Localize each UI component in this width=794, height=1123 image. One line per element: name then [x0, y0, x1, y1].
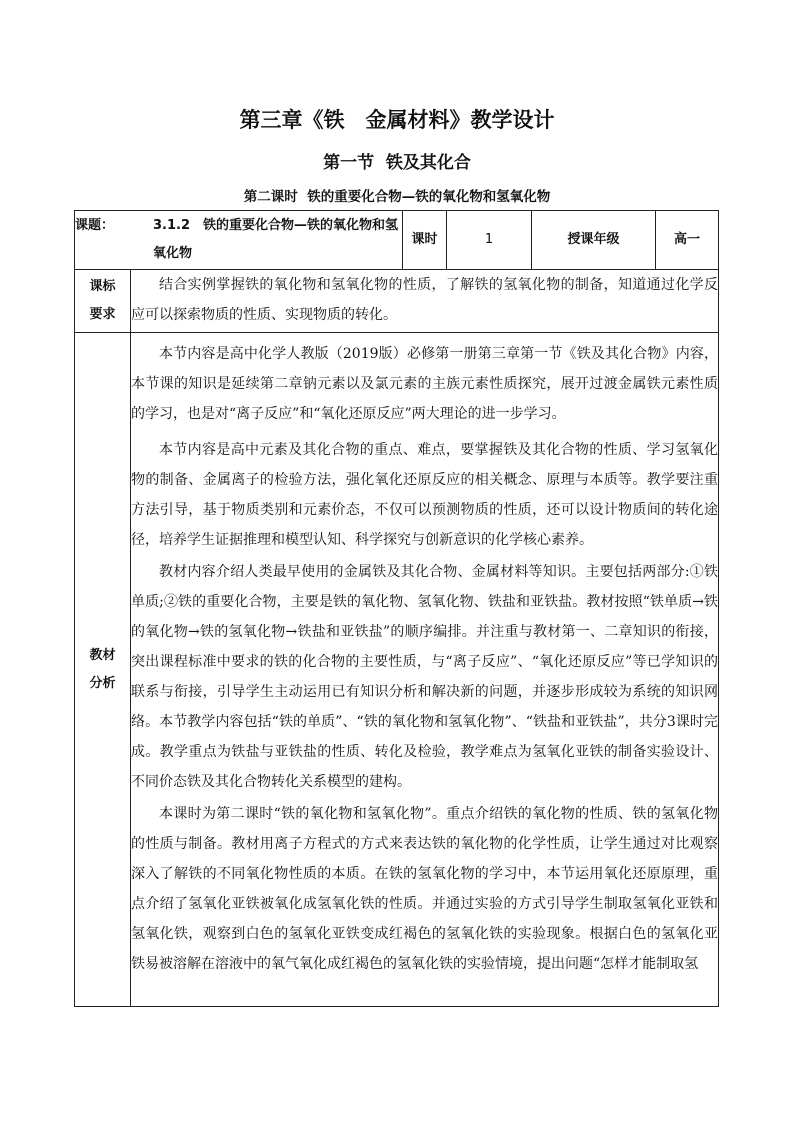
grade-value: 高一: [656, 211, 719, 270]
lesson-subtitle: 第二课时 铁的重要化合物—铁的氧化物和氢氧化物: [243, 189, 551, 205]
grade-label: 授课年级: [532, 211, 656, 270]
analysis-paragraph: 本课时为第二课时“铁的氧化物和氢氧化物”。重点介绍铁的氧化物的性质、铁的氢氧化物的性质与制备。教材用离子方程式的方式来表达铁的氧化物的化学性质，让学生通过对比观察深入了解铁的不同氧化物性质的本质。在铁的氢氧化物的学习中，本节运用氧化还原原理，重点介绍了氢氧化亚铁被氧化成氢氧化铁的性质。并通过实验的方式引导学生制取氢氧化亚铁和氢氧化铁，观察到白色的氢氧化亚铁变成红褐色的氢氧化铁的实验现象。根据白色的氢氧化亚铁易被溶解在溶液中的氧气氧化成红褐色的氢氧化铁的实验情境，提出问题“怎样才能制取氢: [131, 806, 719, 972]
lesson-plan-table: [74, 210, 719, 1007]
analysis-text-cell: [131, 333, 719, 1007]
standard-row: [75, 270, 719, 333]
document-title: 第三章《铁 金属材料》教学设计: [239, 108, 555, 132]
period-label: 课时: [403, 211, 447, 270]
analysis-row: [75, 333, 719, 1007]
period-value: 1: [447, 211, 532, 270]
analysis-label: 教材 分析: [75, 333, 131, 1007]
section-title: 第一节 铁及其化合: [323, 153, 471, 173]
topic-cell: [75, 211, 403, 270]
analysis-paragraph: 本节内容是高中化学人教版（2019版）必修第一册第三章第一节《铁及其化合物》内容，本节课的知识是延续第二章钠元素以及氯元素的主族元素性质探究，展开过渡金属铁元素性质的学习，也是对“离子反应”和“氧化还原反应”两大理论的进一步学习。: [131, 346, 719, 422]
analysis-paragraph: 本节内容是高中元素及其化合物的重点、难点，要掌握铁及其化合物的性质、学习氢氧化物的制备、金属离子的检验方法，强化氧化还原反应的相关概念、原理与本质等。教学要注重方法引导，基于物质类别和元素价态，不仅可以预测物质的性质，还可以设计物质间的转化途径，培养学生证据推理和模型认知、科学探究与创新意识的化学核心素养。: [131, 442, 719, 548]
topic-row: [75, 211, 719, 270]
topic-line-1: 3.1.2 铁的重要化合物—铁的氧化物和氢: [153, 218, 399, 233]
standard-text: 结合实例掌握铁的氧化物和氢氧化物的性质，了解铁的氢氧化物的制备，知道通过化学反应可以探索物质的性质、实现物质的转化。: [131, 277, 719, 323]
standard-label: 课标 要求: [75, 270, 131, 333]
topic-line-2: 氧化物: [153, 246, 193, 261]
topic-label: 课题：: [75, 218, 115, 233]
standard-text-cell: [131, 270, 719, 333]
analysis-paragraph: 教材内容介绍人类最早使用的金属铁及其化合物、金属材料等知识。主要包括两部分:①铁单质;②铁的重要化合物，主要是铁的氧化物、氢氧化物、铁盐和亚铁盐。教材按照“铁单质→铁的氧化物→铁的氢氧化物→铁盐和亚铁盐”的顺序编排。并注重与教材第一、二章知识的衔接，突出课程标准中要求的铁的化合物的主要性质，与“离子反应”、“氧化还原反应”等已学知识的联系与衔接，引导学生主动运用已有知识分析和解决新的问题，并逐步形成较为系统的知识网络。本节教学内容包括“铁的单质”、“铁的氧化物和氢氧化物”、“铁盐和亚铁盐”，共分3课时完成。教学重点为铁盐与亚铁盐的性质、转化及检验，教学难点为氢氧化亚铁的制备实验设计、不同价态铁及其化合物转化关系模型的建构。: [131, 564, 719, 790]
